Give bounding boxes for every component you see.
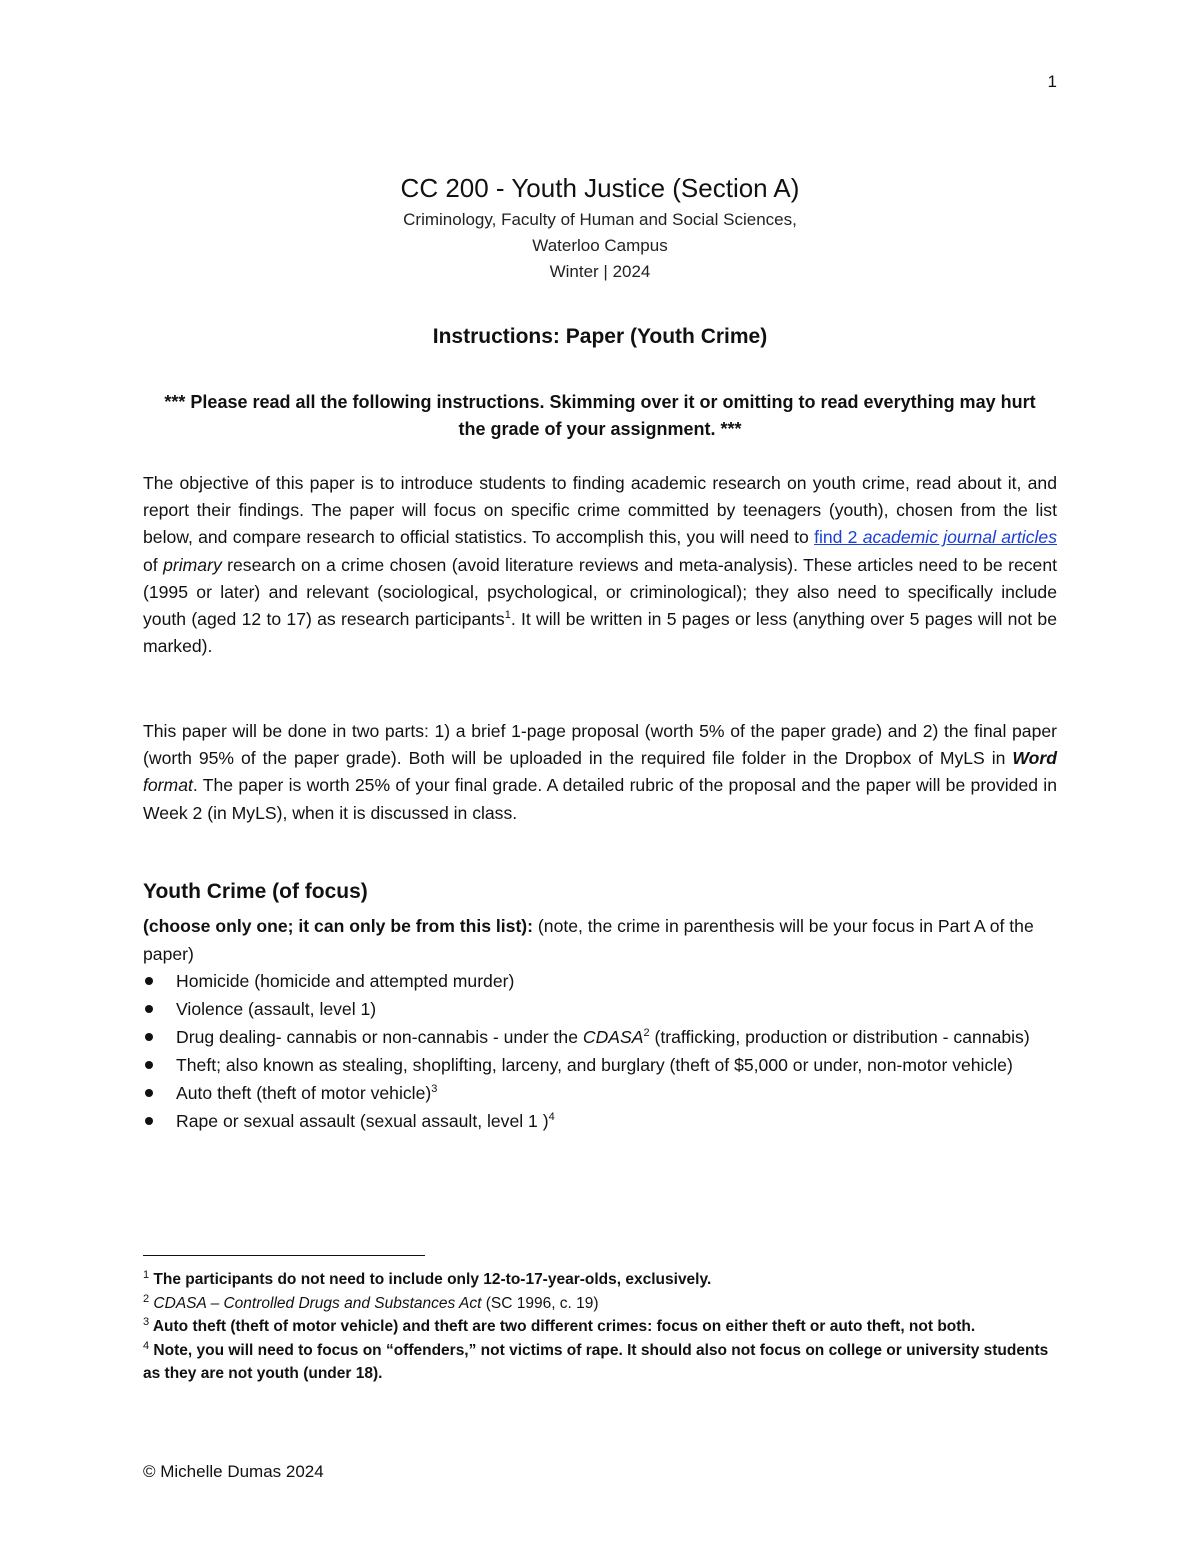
format-italic: format bbox=[143, 775, 193, 796]
footnote-ref-1: 1 bbox=[504, 609, 511, 622]
parts-text-2: . The paper is worth 25% of your final grade. A detailed rubric of the proposal and the paper will be provided in Week 2 (in MyLS), when it is discussed in class. bbox=[143, 775, 1057, 823]
find-articles-link[interactable]: find 2 academic journal articles bbox=[814, 527, 1057, 548]
bullet-icon bbox=[145, 1117, 153, 1125]
objective-paragraph bbox=[143, 470, 1057, 660]
bullet-icon bbox=[145, 977, 153, 985]
footnote-ref-2: 2 bbox=[643, 1027, 650, 1040]
footnote-4: $^4$ Note, you will need to focus on “offenders,” not victims of rape. It should also not focus on college or university students as they are not youth (under 18). bbox=[143, 1339, 1049, 1383]
footnote-2: $^2$ CDASA – Controlled Drugs and Substances Act (SC 1996, c. 19) bbox=[143, 1292, 599, 1312]
list-item: Violence (assault, level 1) bbox=[143, 995, 1057, 1023]
list-item: Theft; also known as stealing, shoplifting, larceny, and burglary (theft of $5,000 or under, non-motor vehicle) bbox=[143, 1051, 1057, 1079]
parts-text-1: This paper will be done in two parts: 1) a brief 1-page proposal (worth 5% of the paper grade) and 2) the final paper (worth 95% of the paper grade). Both will be uploaded in the required file folder in the Dropbox of MyLS in bbox=[143, 721, 1057, 769]
bullet-icon bbox=[145, 1033, 153, 1041]
course-title: CC 200 - Youth Justice (Section A) bbox=[400, 173, 800, 203]
warning-notice: *** Please read all the following instructions. Skimming over it or omitting to read everything may hurt the grade of your assignment. *** bbox=[164, 392, 1036, 439]
bullet-icon bbox=[145, 1061, 153, 1069]
list-item: Rape or sexual assault (sexual assault, level 1 )$^4$ bbox=[143, 1107, 1057, 1135]
bullet-icon bbox=[145, 1005, 153, 1013]
list-item: Auto theft (theft of motor vehicle)$^3$ bbox=[143, 1079, 1057, 1107]
copyright-footer: © Michelle Dumas 2024 bbox=[143, 1462, 324, 1481]
footnote-1: $^1$ The participants do not need to include only 12-to-17-year-olds, exclusively. bbox=[143, 1268, 712, 1288]
footnote-separator bbox=[143, 1255, 425, 1256]
crime-list-intro bbox=[143, 913, 1057, 968]
objective-text-2: of bbox=[143, 554, 164, 575]
instructions-heading: Instructions: Paper (Youth Crime) bbox=[432, 325, 768, 348]
footnotes bbox=[143, 1268, 1057, 1386]
objective-text-3: research on a crime chosen (avoid literature reviews and meta-analysis). These articles need to be recent (1995 or later) and relevant (sociological, psychological, or criminological); they also need to specifically include youth (aged 12 to 17) as research participants bbox=[143, 554, 1058, 630]
crime-list bbox=[143, 967, 1057, 1135]
crime-list-note: (note, the crime in parenthesis will be your focus in Part A of the paper) bbox=[143, 916, 1034, 964]
objective-text-1: The objective of this paper is to introduce students to finding academic research on youth crime, read about it, and report their findings. The paper will focus on specific crime committed by teenagers (youth), chosen from the list below, and compare research to official statistics. To accomplish this, you will need to bbox=[143, 473, 1057, 548]
faculty-line: Criminology, Faculty of Human and Social Sciences, bbox=[403, 210, 797, 229]
list-item: Homicide (homicide and attempted murder) bbox=[143, 967, 1057, 995]
footnote-3: $^3$ Auto theft (theft of motor vehicle) and theft are two different crimes: focus on either theft or auto theft, not both. bbox=[143, 1316, 976, 1336]
word-format-bold: Word bbox=[1012, 748, 1057, 769]
primary-italic: primary bbox=[163, 554, 222, 575]
term-line: Winter | 2024 bbox=[549, 262, 651, 281]
bullet-icon bbox=[145, 1089, 153, 1097]
objective-text-4: . It will be written in 5 pages or less (anything over 5 pages will not be marked). bbox=[143, 609, 1057, 657]
parts-paragraph bbox=[143, 718, 1057, 827]
youth-crime-heading: Youth Crime (of focus) bbox=[143, 880, 368, 903]
campus-line: Waterloo Campus bbox=[532, 236, 668, 255]
list-item: Drug dealing- cannabis or non-cannabis - under the CDASA$^2$ (trafficking, production or distribution - cannabis) bbox=[143, 1023, 1057, 1051]
footnote-ref-4: 4 bbox=[548, 1111, 555, 1124]
footnote-ref-3: 3 bbox=[431, 1083, 438, 1096]
page-number: 1 bbox=[1047, 72, 1057, 91]
crime-list-instruction: (choose only one; it can only be from this list): bbox=[143, 916, 534, 936]
